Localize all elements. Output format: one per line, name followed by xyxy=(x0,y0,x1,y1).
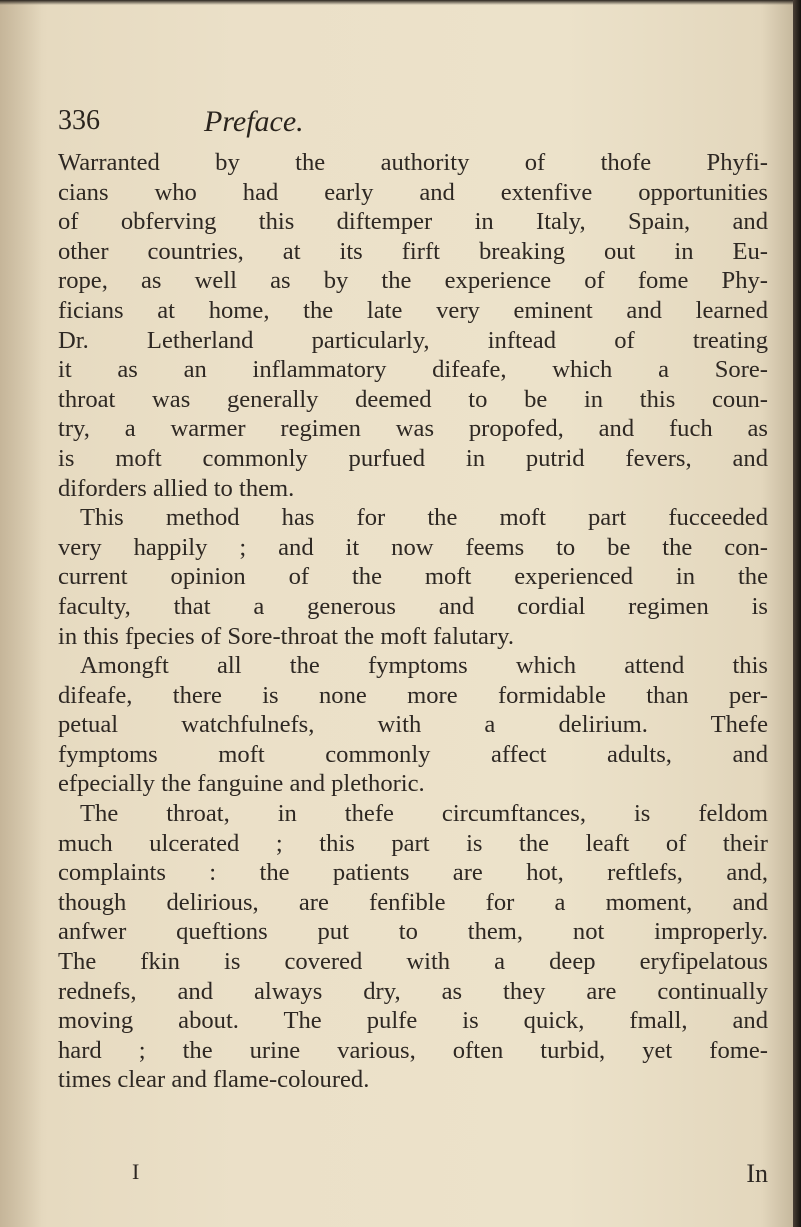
text-line: hard ; the urine various, often turbid, yet fome- xyxy=(58,1036,768,1064)
text-line: current opinion of the moft experienced in the xyxy=(58,563,768,591)
text-line: petual watchfulnefs, with a delirium. Thefe xyxy=(58,711,768,739)
text-line: much ulcerated ; this part is the leaft of their xyxy=(58,829,768,857)
text-line: of obferving this diftemper in Italy, Spain, and xyxy=(58,208,768,236)
text-line: rednefs, and always dry, as they are continually xyxy=(58,977,768,1005)
text-line: Warranted by the authority of thofe Phyfi- xyxy=(58,149,768,176)
text-line: difeafe, there is none more formidable than per- xyxy=(58,681,768,709)
signature-mark: I xyxy=(132,1159,140,1184)
text-line: in this fpecies of Sore-throat the moft falutary. xyxy=(58,622,514,650)
body-text xyxy=(58,148,768,1095)
text-line: ficians at home, the late very eminent and learned xyxy=(58,296,768,324)
text-line: fymptoms moft commonly affect adults, and xyxy=(58,740,768,768)
page-right-edge xyxy=(793,0,801,1227)
text-line: Dr. Letherland particularly, inftead of treating xyxy=(58,326,768,354)
text-line: other countries, at its firft breaking out in Eu- xyxy=(58,237,768,265)
text-line: times clear and flame-coloured. xyxy=(58,1066,370,1094)
page-footer xyxy=(58,1159,768,1193)
text-line: faculty, that a generous and cordial regimen is xyxy=(58,592,768,620)
text-line: cians who had early and extenfive opportunities xyxy=(58,178,768,206)
running-head: Preface. xyxy=(204,105,304,138)
text-line: diforders allied to them. xyxy=(58,474,295,502)
text-line: Amongft all the fymptoms which attend this xyxy=(80,652,768,680)
text-line: is moft commonly purfued in putrid fevers, and xyxy=(58,444,768,472)
text-line: very happily ; and it now feems to be the con- xyxy=(58,533,768,561)
text-line: This method has for the moft part fucceeded xyxy=(80,504,768,532)
text-line: efpecially the fanguine and plethoric. xyxy=(58,770,425,798)
text-line: complaints : the patients are hot, reftlefs, and, xyxy=(58,859,768,887)
text-line: rope, as well as by the experience of fome Phy- xyxy=(58,267,768,295)
page-number: 336 xyxy=(58,105,100,136)
text-line: anfwer queftions put to them, not improperly. xyxy=(58,918,768,946)
catchword: In xyxy=(746,1159,768,1188)
text-line: The fkin is covered with a deep eryfipelatous xyxy=(58,948,768,976)
text-line: try, a warmer regimen was propofed, and fuch as xyxy=(58,415,768,443)
text-line: The throat, in thefe circumftances, is feldom xyxy=(80,800,768,828)
page-header xyxy=(58,105,758,145)
text-line: it as an inflammatory difeafe, which a Sore- xyxy=(58,356,768,384)
page-top-edge xyxy=(0,0,801,5)
text-line: moving about. The pulfe is quick, fmall, and xyxy=(58,1007,768,1035)
text-line: throat was generally deemed to be in this coun- xyxy=(58,385,768,413)
text-line: though delirious, are fenfible for a moment, and xyxy=(58,888,768,916)
